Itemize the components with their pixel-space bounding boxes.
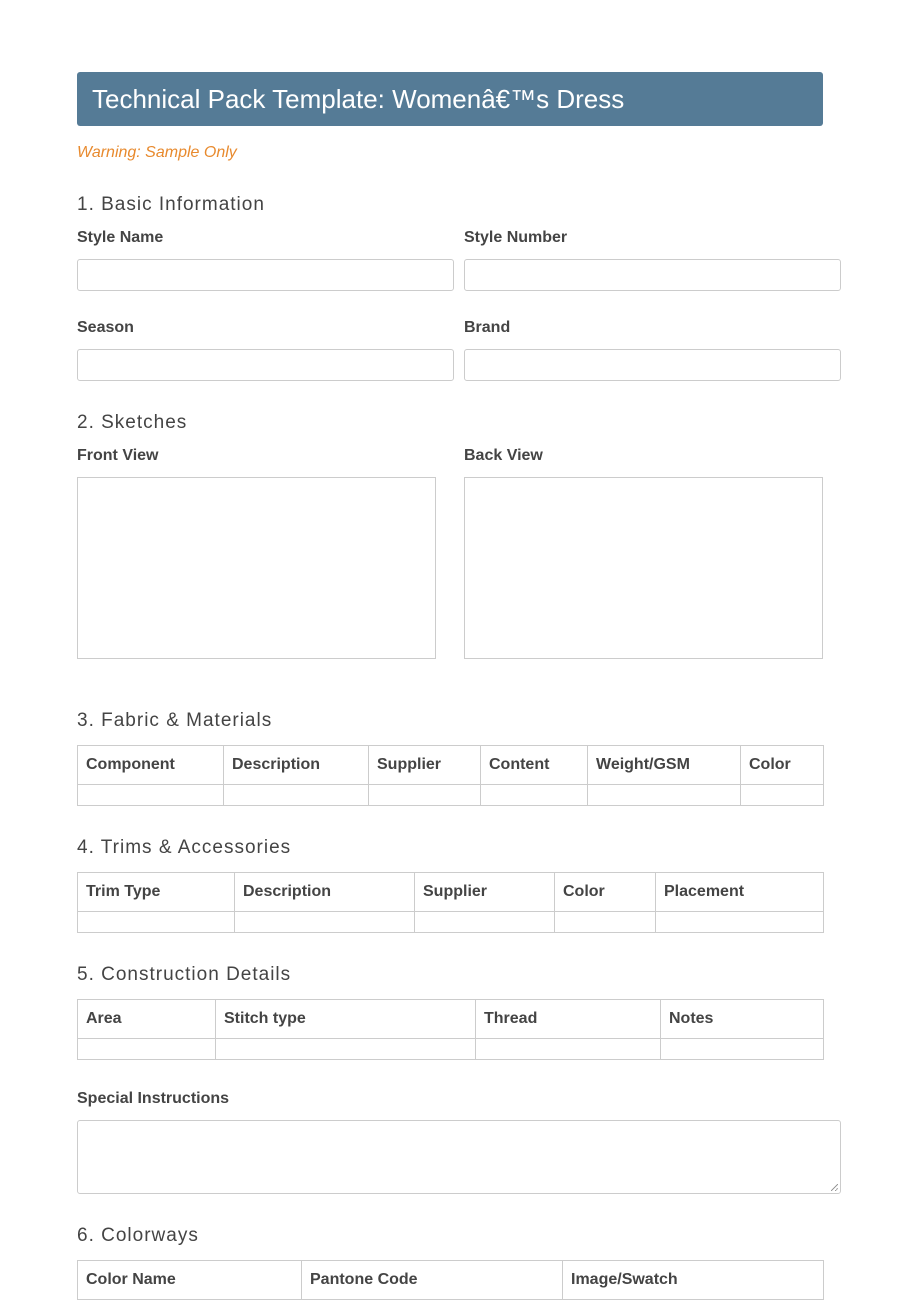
front-view-sketch-area[interactable] bbox=[77, 477, 436, 659]
style-number-input[interactable] bbox=[464, 259, 841, 291]
column-header: Supplier bbox=[415, 873, 555, 912]
table-cell[interactable] bbox=[481, 785, 588, 806]
section-colorways-heading: 6. Colorways bbox=[77, 1225, 199, 1246]
brand-label: Brand bbox=[464, 319, 511, 336]
table-row bbox=[78, 912, 824, 933]
table-header-row bbox=[78, 1000, 824, 1039]
table-cell[interactable] bbox=[235, 912, 415, 933]
special-instructions-label: Special Instructions bbox=[77, 1090, 230, 1107]
section-trims-heading: 4. Trims & Accessories bbox=[77, 837, 292, 858]
column-header: Supplier bbox=[369, 746, 481, 785]
season-input[interactable] bbox=[77, 349, 454, 381]
table-cell[interactable] bbox=[78, 1039, 216, 1060]
column-header: Content bbox=[481, 746, 588, 785]
construction-table bbox=[77, 999, 824, 1060]
style-name-label: Style Name bbox=[77, 229, 164, 246]
column-header: Pantone Code bbox=[302, 1261, 563, 1300]
season-label: Season bbox=[77, 319, 134, 336]
table-cell[interactable] bbox=[78, 785, 224, 806]
colorways-table bbox=[77, 1260, 824, 1300]
trims-table bbox=[77, 872, 824, 933]
section-basic-heading: 1. Basic Information bbox=[77, 194, 265, 215]
table-cell[interactable] bbox=[555, 912, 656, 933]
table-cell[interactable] bbox=[661, 1039, 824, 1060]
table-header-row bbox=[78, 1261, 824, 1300]
back-view-label: Back View bbox=[464, 447, 543, 464]
column-header: Color bbox=[741, 746, 824, 785]
column-header: Component bbox=[78, 746, 224, 785]
resize-handle-icon[interactable] bbox=[831, 1184, 838, 1191]
table-cell[interactable] bbox=[415, 912, 555, 933]
brand-input[interactable] bbox=[464, 349, 841, 381]
column-header: Thread bbox=[476, 1000, 661, 1039]
table-cell[interactable] bbox=[656, 912, 824, 933]
table-cell[interactable] bbox=[78, 912, 235, 933]
table-cell[interactable] bbox=[588, 785, 741, 806]
column-header: Notes bbox=[661, 1000, 824, 1039]
table-header-row bbox=[78, 873, 824, 912]
column-header: Color bbox=[555, 873, 656, 912]
front-view-label: Front View bbox=[77, 447, 159, 464]
back-view-sketch-area[interactable] bbox=[464, 477, 823, 659]
section-fabric-heading: 3. Fabric & Materials bbox=[77, 710, 273, 731]
fabric-table bbox=[77, 745, 824, 806]
table-cell[interactable] bbox=[216, 1039, 476, 1060]
column-header: Trim Type bbox=[78, 873, 235, 912]
style-number-label: Style Number bbox=[464, 229, 568, 246]
column-header: Area bbox=[78, 1000, 216, 1039]
section-sketches-heading: 2. Sketches bbox=[77, 412, 188, 433]
table-cell[interactable] bbox=[224, 785, 369, 806]
column-header: Description bbox=[235, 873, 415, 912]
column-header: Image/Swatch bbox=[563, 1261, 824, 1300]
page-title: Technical Pack Template: Womenâ€™s Dress bbox=[77, 72, 823, 126]
table-row bbox=[78, 785, 824, 806]
warning-text: Warning: Sample Only bbox=[77, 144, 237, 161]
table-cell[interactable] bbox=[741, 785, 824, 806]
column-header: Weight/GSM bbox=[588, 746, 741, 785]
table-header-row bbox=[78, 746, 824, 785]
table-row bbox=[78, 1039, 824, 1060]
style-name-input[interactable] bbox=[77, 259, 454, 291]
column-header: Stitch type bbox=[216, 1000, 476, 1039]
special-instructions-textarea[interactable] bbox=[77, 1120, 841, 1194]
column-header: Description bbox=[224, 746, 369, 785]
column-header: Placement bbox=[656, 873, 824, 912]
table-cell[interactable] bbox=[476, 1039, 661, 1060]
section-construction-heading: 5. Construction Details bbox=[77, 964, 292, 985]
table-cell[interactable] bbox=[369, 785, 481, 806]
column-header: Color Name bbox=[78, 1261, 302, 1300]
